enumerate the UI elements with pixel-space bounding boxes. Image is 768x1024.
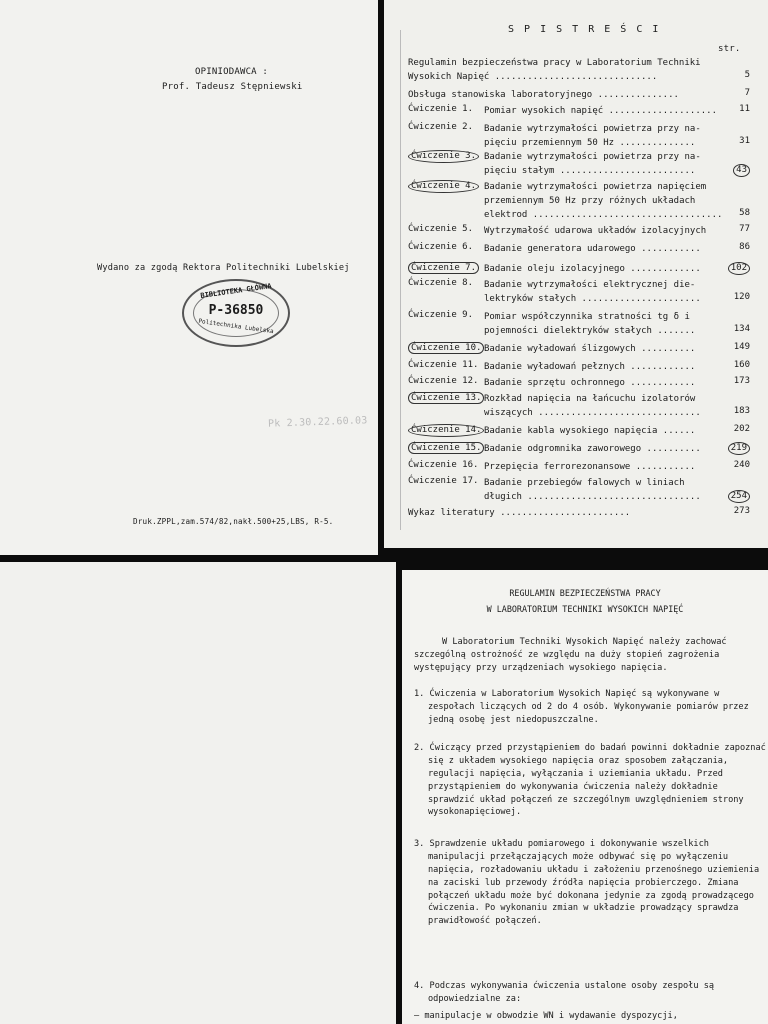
reviewer-name: Prof. Tadeusz Stępniewski <box>162 82 303 92</box>
toc-entry-title: Badanie wyładowań ślizgowych .......... <box>484 344 696 354</box>
toc-page <box>384 0 768 548</box>
toc-entry-title: Pomiar współczynnika stratności tg δ i <box>484 312 690 322</box>
toc-title: S P I S T R E Ś C I <box>508 24 661 35</box>
toc-entry-label: Ćwiczenie 14. <box>408 424 484 437</box>
regulation-item: 3. Sprawdzenie układu pomiarowego i dokonywanie wszelkich manipulacji przełączających może odbywać się po wyłączeniu napięcia, rozładowaniu układu i założeniu przenośnego uziemienia na zaciski lub przewody źródła napięcia probierczego. Zmiana połączeń układu może być dokonana jedynie za zgodą prowadzącego ćwiczenia. Po wykonaniu zmian w układzie prowadzący sprawdza prawidłowość połączeń. <box>414 839 760 927</box>
toc-entry-title: Badanie wytrzymałości powietrza napięciem <box>484 182 707 192</box>
toc-entry-label: Ćwiczenie 3. <box>408 150 479 163</box>
toc-entry-label: Ćwiczenie 15. <box>408 442 484 454</box>
toc-entry-title: Wytrzymałość udarowa układów izolacyjnych <box>484 226 707 236</box>
toc-entry-page: 202 <box>733 424 750 434</box>
toc-entry-title: Badanie odgromnika zaworowego .......... <box>484 444 701 454</box>
toc-page-column-header: str. <box>718 44 741 54</box>
toc-entry-page: 58 <box>739 208 750 218</box>
toc-entry-title: przemiennym 50 Hz przy różnych układach <box>484 196 696 206</box>
toc-entry-title: Badanie przebiegów falowych w liniach <box>484 478 685 488</box>
toc-entry-page: 77 <box>739 224 750 234</box>
toc-entry-page: 120 <box>733 292 750 302</box>
toc-entry-page: 5 <box>744 70 750 80</box>
toc-entry-label: Ćwiczenie 9. <box>408 310 474 320</box>
toc-entry-page: 273 <box>733 506 750 516</box>
stamp-bottom-text: Politechnika Lubelska <box>197 317 275 336</box>
regulations-heading: REGULAMIN BEZPIECZEŃSTWA PRACY <box>509 588 661 598</box>
toc-entry-title: Badanie oleju izolacyjnego ............. <box>484 264 701 274</box>
toc-entry-title: wiszących .............................. <box>484 408 701 418</box>
toc-entry-label: Ćwiczenie 12. <box>408 376 479 386</box>
toc-entry-page: 183 <box>733 406 750 416</box>
stamp-top-text: BIBLIOTEKA GŁÓWNA <box>199 282 273 300</box>
toc-entry-label: Ćwiczenie 2. <box>408 122 474 132</box>
toc-entry-title: Wykaz literatury ........................ <box>408 508 631 518</box>
toc-entry-title: Badanie wyładowań pełznych ............ <box>484 362 696 372</box>
toc-entry-title: długich ................................ <box>484 492 701 502</box>
toc-entry-label: Ćwiczenie 11. <box>408 360 479 370</box>
toc-entry-title: Rozkład napięcia na łańcuchu izolatorów <box>484 394 696 404</box>
toc-entry-page: 102 <box>728 262 750 275</box>
stamp-number: P-36850 <box>208 303 264 318</box>
toc-entry-page: 149 <box>733 342 750 352</box>
toc-entry-label: Ćwiczenie 1. <box>408 104 474 114</box>
toc-entry-page: 43 <box>733 164 750 177</box>
regulation-item: 1. Ćwiczenia w Laboratorium Wysokich Napięć są wykonywane w zespołach liczących od 2 do 4 osób. Wykonywanie pomiarów przez jedną osobę jest niedopuszczalne. <box>414 689 749 725</box>
toc-entry-page: 173 <box>733 376 750 386</box>
toc-entry-title: Badanie sprzętu ochronnego ............ <box>484 378 696 388</box>
toc-entry-page: 134 <box>733 324 750 334</box>
toc-entry-page: 86 <box>739 242 750 252</box>
toc-entry-title: Obsługa stanowiska laboratoryjnego ............... <box>408 90 679 100</box>
toc-entry-title: pięciu stałym ......................... <box>484 166 696 176</box>
toc-entry-page: 31 <box>739 136 750 146</box>
toc-entry-title: Badanie kabla wysokiego napięcia ...... <box>484 426 696 436</box>
toc-entry-label: Ćwiczenie 6. <box>408 242 474 252</box>
toc-entry-label: Ćwiczenie 13. <box>408 392 484 404</box>
toc-entry-label: Ćwiczenie 8. <box>408 278 474 288</box>
regulation-item: 4. Podczas wykonywania ćwiczenia ustalone osoby zespołu są odpowiedzialne za: <box>414 981 715 1004</box>
regulations-page <box>402 570 768 1024</box>
toc-entry-page: 254 <box>728 490 750 503</box>
toc-entry-label: Ćwiczenie 5. <box>408 224 474 234</box>
toc-entry-label: Ćwiczenie 4. <box>408 180 479 193</box>
print-info: Druk.ZPPL,zam.574/82,nakł.500+25,LBS, R-5. <box>133 517 334 526</box>
toc-entry-page: 11 <box>739 104 750 114</box>
toc-entry-title: Badanie wytrzymałości elektrycznej die- <box>484 280 696 290</box>
toc-entry-title: lektryków stałych ...................... <box>484 294 701 304</box>
toc-entry-title: Badanie wytrzymałości powietrza przy na- <box>484 124 701 134</box>
regulation-item: – manipulacje w obwodzie WN i wydawanie dyspozycji, <box>414 1011 678 1021</box>
toc-entry-title: Badanie generatora udarowego ........... <box>484 244 701 254</box>
toc-entry-title: Przepięcia ferrorezonansowe ........... <box>484 462 696 472</box>
toc-entry-title: Pomiar wysokich napięć .................... <box>484 106 717 116</box>
toc-entry-title: pojemności dielektryków stałych ....... <box>484 326 696 336</box>
library-stamp <box>182 279 290 347</box>
toc-entry-title: elektrod ................................... <box>484 210 723 220</box>
regulation-item: 2. Ćwiczący przed przystąpieniem do badań powinni dokładnie zapoznać się z układem wysokiego napięcia oraz sposobem załączania, regulacji napięcia, wyłączania i uziemiania układu. Przed przystąpieniem do wykonywania ćwiczenia należy dokładnie sprawdzić układ połączeń ze szczególnym uwzględnieniem strony wysokonapięciowej. <box>414 743 766 818</box>
regulations-intro: W Laboratorium Techniki Wysokich Napięć należy zachować szczególną ostrożność ze względu na duży stopień zagrożenia występujący przy urządzeniach wysokiego napięcia. <box>414 637 727 673</box>
regulations-subheading: W LABORATORIUM TECHNIKI WYSOKICH NAPIĘĆ <box>486 604 684 614</box>
approval-note: Wydano za zgodą Rektora Politechniki Lubelskiej <box>97 263 350 273</box>
toc-entry-page: 160 <box>733 360 750 370</box>
faded-shelfmark: Pk 2.30.22.60.03 <box>267 415 368 430</box>
toc-entry-page: 7 <box>744 88 750 98</box>
toc-entry-title: Regulamin bezpieczeństwa pracy w Laboratorium Techniki <box>408 58 701 68</box>
reviewer-label: OPINIODAWCA : <box>195 67 269 77</box>
toc-entry-page: 240 <box>733 460 750 470</box>
toc-entry-label: Ćwiczenie 7. <box>408 262 479 274</box>
title-verso-page <box>0 0 378 555</box>
toc-entry-label: Ćwiczenie 16. <box>408 460 479 470</box>
toc-entry-title: Badanie wytrzymałości powietrza przy na- <box>484 152 701 162</box>
blank-page <box>0 562 396 1024</box>
toc-entry-title: pięciu przemiennym 50 Hz .............. <box>484 138 696 148</box>
toc-entry-page: 219 <box>728 442 750 455</box>
toc-entry-title: Wysokich Napięć .............................. <box>408 72 658 82</box>
toc-entry-label: Ćwiczenie 17. <box>408 476 479 486</box>
toc-entry-label: Ćwiczenie 10. <box>408 342 484 354</box>
